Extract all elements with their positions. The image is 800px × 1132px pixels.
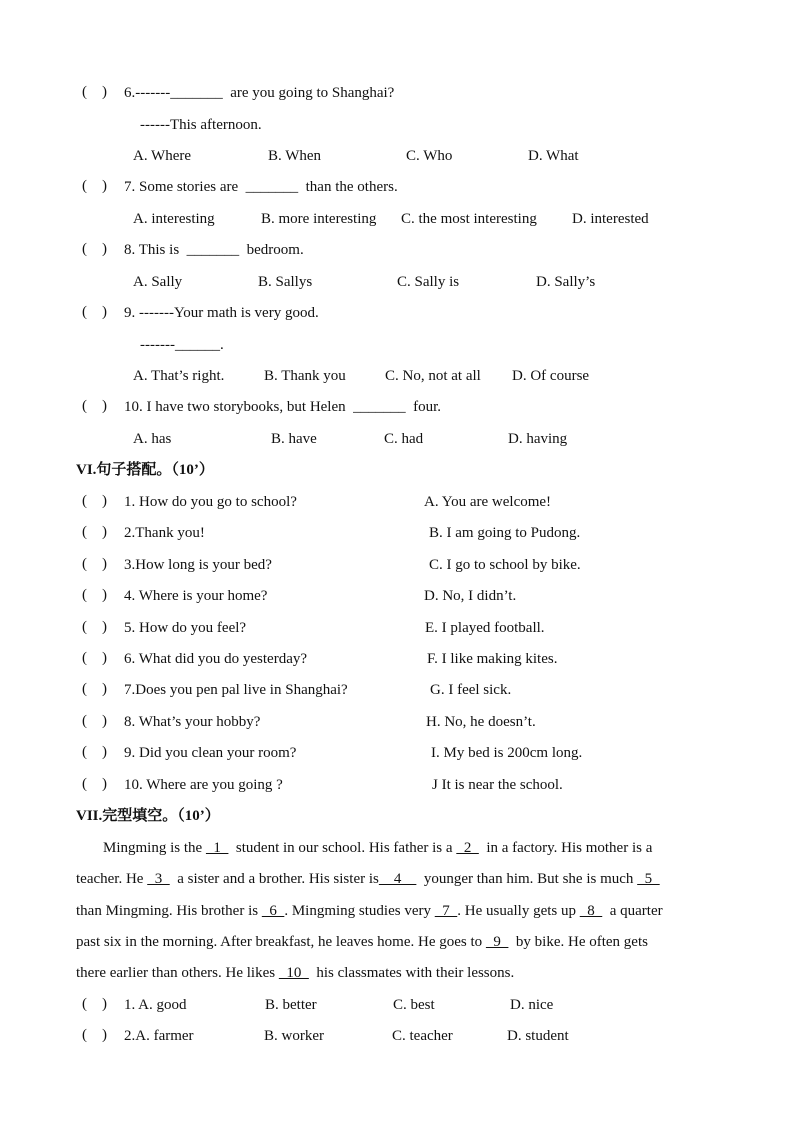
matching-answer: E. I played football. [425,620,545,636]
answer-bracket[interactable]: ( ) [82,493,107,509]
matching-answer: F. I like making kites. [427,651,558,667]
passage-text: there earlier than others. He likes [76,965,279,981]
cloze-blank[interactable]: 2 [456,840,479,856]
option-b: B. Thank you [264,368,346,384]
passage-text: in a factory. His mother is a [478,840,653,856]
matching-answer: J It is near the school. [432,777,563,793]
answer-bracket[interactable]: ( ) [82,650,107,666]
matching-question: 10. Where are you going ? [124,777,283,793]
option-a: A. Sally [133,274,183,290]
cloze-blank[interactable]: 6 [261,903,285,919]
answer-bracket[interactable]: ( ) [82,996,107,1012]
question-response: ------This afternoon. [140,117,262,133]
answer-bracket[interactable]: ( ) [82,304,107,320]
cloze-blank[interactable]: 8 [579,903,603,919]
passage-text: past six in the morning. After breakfast, he leaves home. He goes to [76,934,486,950]
matching-answer: A. You are welcome! [424,494,552,510]
option-d: D. nice [510,997,554,1013]
option-a: A. Where [133,148,192,164]
cloze-blank[interactable]: 5 [637,871,660,887]
cloze-blank[interactable]: 4 [378,871,417,887]
answer-bracket[interactable]: ( ) [82,744,107,760]
matching-question: 8. What’s your hobby? [124,714,261,730]
cloze-blank[interactable]: 9 [485,934,509,950]
answer-bracket[interactable]: ( ) [82,556,107,572]
option-b: B. When [268,148,322,164]
question-text: 9. -------Your math is very good. [124,305,319,321]
passage-text: his classmates with their lessons. [308,965,515,981]
option-c: C. best [393,997,435,1013]
passage-line [76,902,663,920]
passage-line [76,964,514,982]
passage-text: a quarter [602,903,663,919]
option-b: B. have [271,431,317,447]
passage-text: Mingming is the [103,840,206,856]
matching-question: 3.How long is your bed? [124,557,272,573]
question-text: 8. This is _______ bedroom. [124,242,304,258]
cloze-blank[interactable]: 1 [205,840,229,856]
option-d: D. Sally’s [536,274,596,290]
option-a: A. interesting [133,211,215,227]
passage-text: . He usually gets up [457,903,580,919]
matching-answer: D. No, I didn’t. [424,588,517,604]
matching-question: 5. How do you feel? [124,620,247,636]
passage-text: than Mingming. His brother is [76,903,262,919]
section-heading-vii: VII.完型填空。（10’） [76,808,220,824]
question-text: 10. I have two storybooks, but Helen _______ four. [124,399,442,415]
matching-answer: G. I feel sick. [430,682,512,698]
option-c: C. Sally is [397,274,460,290]
passage-line [103,839,652,857]
answer-bracket[interactable]: ( ) [82,713,107,729]
answer-bracket[interactable]: ( ) [82,241,107,257]
passage-text: younger than him. But she is much [416,871,638,887]
option-a: A. That’s right. [133,368,225,384]
answer-bracket[interactable]: ( ) [82,1027,107,1043]
option-c: C. No, not at all [385,368,481,384]
question-text: 7. Some stories are _______ than the others. [124,179,398,195]
matching-answer: H. No, he doesn’t. [426,714,536,730]
cloze-blank[interactable]: 3 [147,871,170,887]
answer-bracket[interactable]: ( ) [82,84,107,100]
option-b: B. worker [264,1028,324,1044]
matching-question: 1. How do you go to school? [124,494,297,510]
answer-bracket[interactable]: ( ) [82,776,107,792]
option-c: C. the most interesting [401,211,537,227]
matching-question: 2.Thank you! [124,525,205,541]
answer-bracket[interactable]: ( ) [82,178,107,194]
option-b: B. more interesting [261,211,377,227]
answer-bracket[interactable]: ( ) [82,681,107,697]
matching-question: 9. Did you clean your room? [124,745,297,761]
passage-text: teacher. He [76,871,148,887]
passage-line [76,933,648,951]
matching-question: 7.Does you pen pal live in Shanghai? [124,682,348,698]
option-a: 1. A. good [124,997,187,1013]
option-c: C. teacher [392,1028,453,1044]
option-b: B. better [265,997,317,1013]
passage-line [76,870,660,888]
passage-text: by bike. He often gets [508,934,648,950]
matching-answer: I. My bed is 200cm long. [431,745,583,761]
option-c: C. Who [406,148,453,164]
answer-bracket[interactable]: ( ) [82,619,107,635]
answer-bracket[interactable]: ( ) [82,587,107,603]
cloze-blank[interactable]: 7 [434,903,458,919]
option-b: B. Sallys [258,274,313,290]
answer-bracket[interactable]: ( ) [82,398,107,414]
passage-text: student in our school. His father is a [228,840,457,856]
matching-question: 4. Where is your home? [124,588,268,604]
passage-text: a sister and a brother. His sister is [169,871,379,887]
option-a: A. has [133,431,172,447]
option-d: D. Of course [512,368,590,384]
section-heading-vi: VI.句子搭配。（10’） [76,462,214,478]
matching-question: 6. What did you do yesterday? [124,651,308,667]
option-c: C. had [384,431,424,447]
cloze-blank[interactable]: 10 [278,965,309,981]
option-d: D. interested [572,211,649,227]
matching-answer: B. I am going to Pudong. [429,525,581,541]
question-text: 6.-------_______ are you going to Shanghai? [124,85,395,101]
option-d: D. student [507,1028,569,1044]
option-d: D. What [528,148,579,164]
matching-answer: C. I go to school by bike. [429,557,581,573]
passage-text: . Mingming studies very [284,903,435,919]
option-d: D. having [508,431,568,447]
option-a: 2.A. farmer [124,1028,194,1044]
answer-bracket[interactable]: ( ) [82,524,107,540]
question-response: -------______. [140,337,224,353]
